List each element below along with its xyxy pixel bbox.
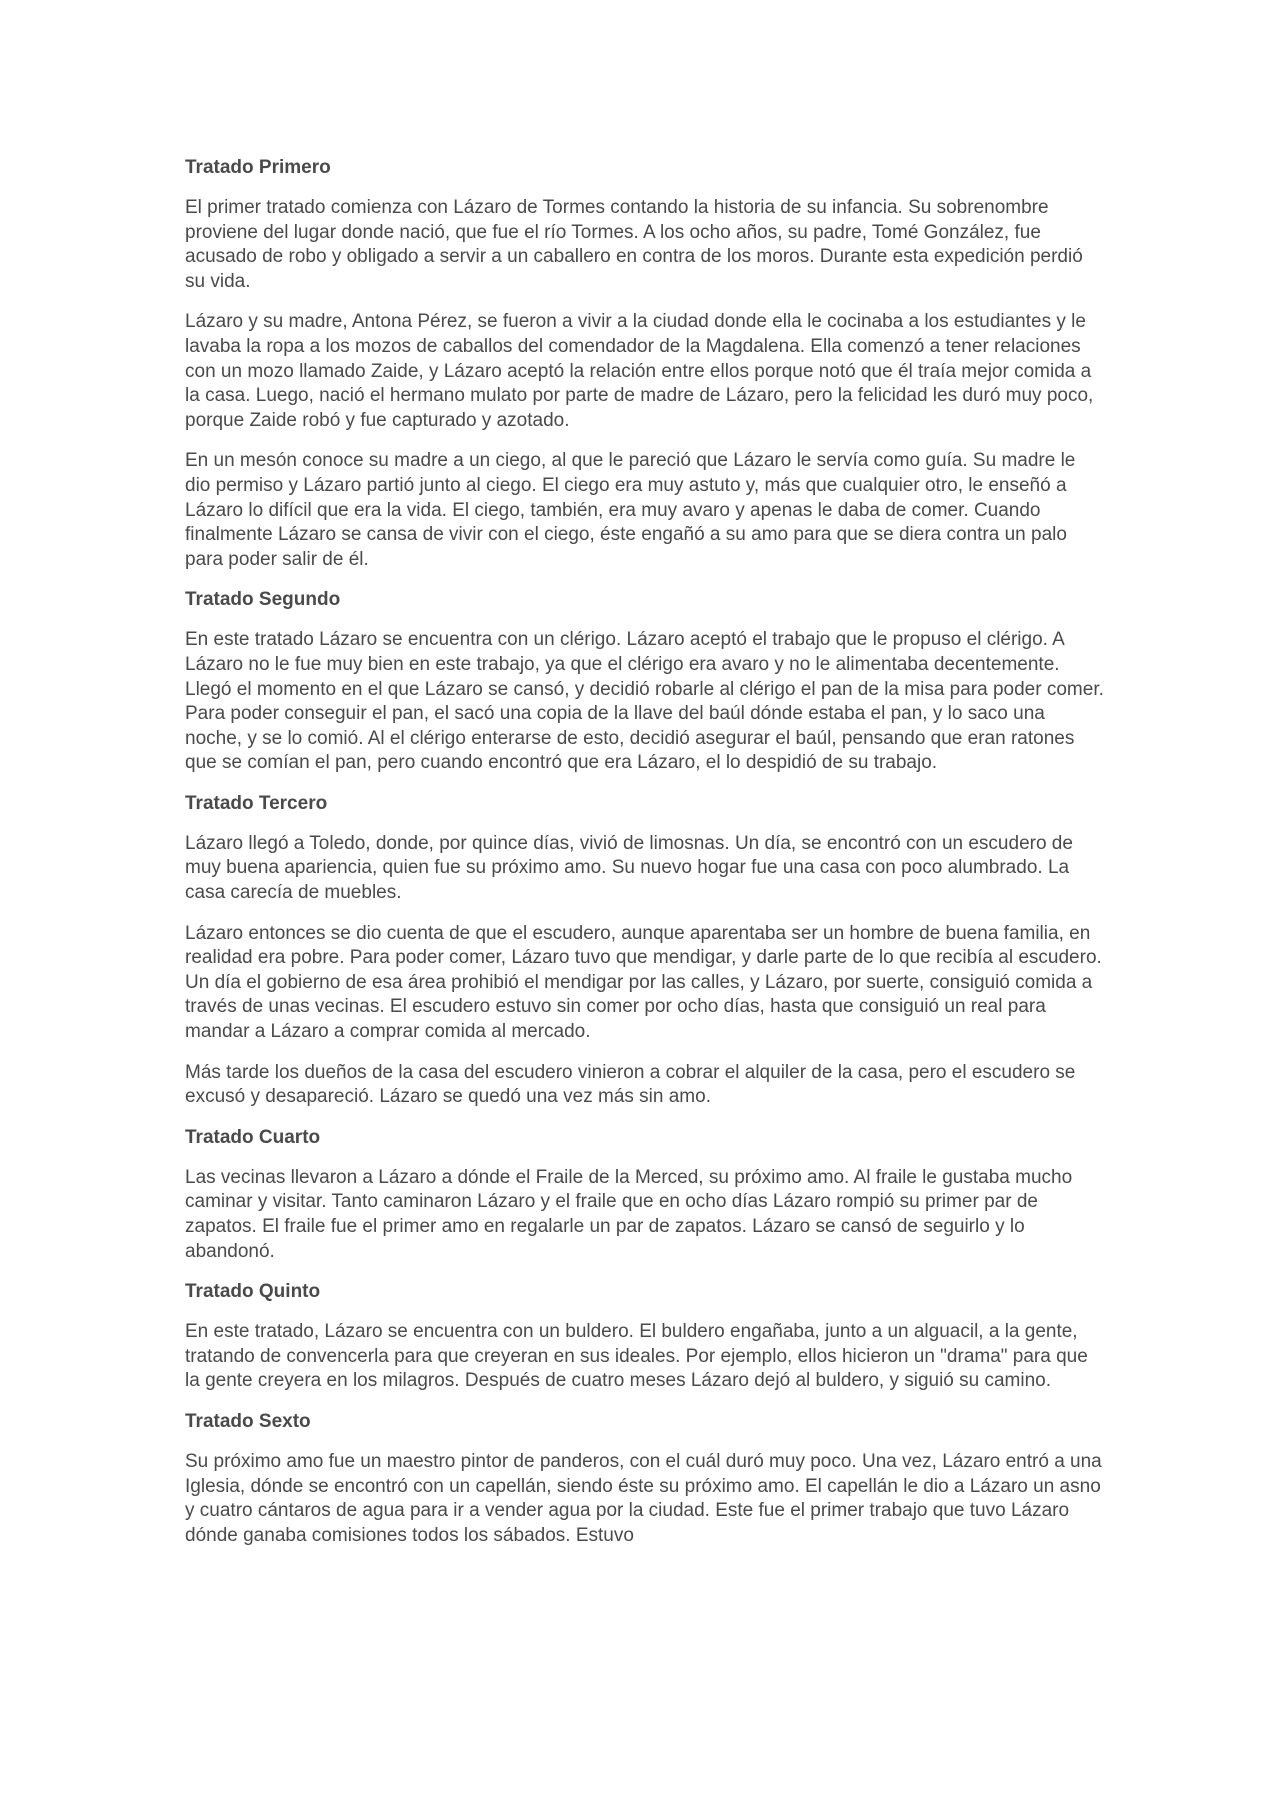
- paragraph: Lázaro llegó a Toledo, donde, por quince días, vivió de limosnas. Un día, se encontró con un escudero de muy buena apariencia, quien fue su próximo amo. Su nuevo hogar fue una casa con poco alumbrado. La casa carecía de muebles.: [185, 832, 1073, 904]
- paragraph: El primer tratado comienza con Lázaro de Tormes contando la historia de su infancia. Su sobrenombre proviene del lugar donde nació, que fue el río Tormes. A los ocho años, su padre, Tomé González, fue acusado de robo y obligado a servir a un caballero en contra de los moros. Durante esta expedición perdió su vida.: [185, 197, 1083, 292]
- paragraph: Su próximo amo fue un maestro pintor de panderos, con el cuál duró muy poco. Una vez, Lázaro entró a una Iglesia, dónde se encontró con un capellán, siendo éste su próximo amo. El capellán le dio a Lázaro un asno y cuatro cántaros de agua para ir a vender agua por la ciudad. Este fue el primer trabajo que tuvo Lázaro dónde ganaba comisiones todos los sábados. Estuvo: [185, 1450, 1102, 1546]
- section-tratado-segundo: [185, 588, 1105, 776]
- paragraph: Las vecinas llevaron a Lázaro a dónde el Fraile de la Merced, su próximo amo. Al fraile le gustaba mucho caminar y visitar. Tanto caminaron Lázaro y el fraile que en ocho días Lázaro rompió su primer par de zapatos. El fraile fue el primer amo en regalarle un par de zapatos. Lázaro se cansó de seguirlo y lo abandonó.: [185, 1166, 1073, 1262]
- section-title: Tratado Primero: [185, 157, 331, 178]
- paragraph: Más tarde los dueños de la casa del escudero vinieron a cobrar el alquiler de la casa, pero el escudero se excusó y desapareció. Lázaro se quedó una vez más sin amo.: [185, 1061, 1076, 1108]
- section-tratado-quinto: [185, 1280, 1105, 1394]
- section-tratado-primero: [185, 156, 1105, 572]
- section-tratado-tercero: [185, 792, 1105, 1110]
- section-title: Tratado Quinto: [185, 1281, 321, 1303]
- section-title: Tratado Segundo: [185, 589, 341, 611]
- paragraph: En un mesón conoce su madre a un ciego, al que le pareció que Lázaro le servía como guía. Su madre le dio permiso y Lázaro partió junto al ciego. El ciego era muy astuto y, más que cualquier otro, le enseñó a Lázaro lo difícil que era la vida. El ciego, también, era muy avaro y apenas le daba de comer. Cuando finalmente Lázaro se cansa de vivir con el ciego, éste engañó a su amo para que se diera contra un palo para poder salir de él.: [185, 450, 1076, 570]
- section-title: Tratado Cuarto: [185, 1126, 321, 1148]
- paragraph: En este tratado, Lázaro se encuentra con un buldero. El buldero engañaba, junto a un alguacil, a la gente, tratando de convencerla para que creyeran en sus ideales. Por ejemplo, ellos hicieron un "drama" para que la gente creyera en los milagros. Después de cuatro meses Lázaro dejó al buldero, y siguió su camino.: [185, 1321, 1088, 1392]
- paragraph: En este tratado Lázaro se encuentra con un clérigo. Lázaro aceptó el trabajo que le propuso el clérigo. A Lázaro no le fue muy bien en este trabajo, ya que el clérigo era avaro y no le alimentaba decentemente. Llegó el momento en el que Lázaro se cansó, y decidió robarle al clérigo el pan de la misa para poder comer. Para poder conseguir el pan, el sacó una copia de la llave del baúl dónde estaba el pan, y lo saco una noche, y se lo comió. Al el clérigo enterarse de esto, decidió asegurar el baúl, pensando que eran ratones que se comían el pan, pero cuando encontró que era Lázaro, el lo despidió de su trabajo.: [185, 629, 1104, 774]
- section-tratado-sexto: [185, 1410, 1105, 1548]
- section-title: Tratado Tercero: [185, 792, 328, 814]
- paragraph: Lázaro y su madre, Antona Pérez, se fueron a vivir a la ciudad donde ella le cocinaba a los estudiantes y le lavaba la ropa a los mozos de caballos del comendador de la Magdalena. Ella comenzó a tener relaciones con un mozo llamado Zaide, y Lázaro aceptó la relación entre ellos porque notó que él traía mejor comida a la casa. Luego, nació el hermano mulato por parte de madre de Lázaro, pero la felicidad les duró muy poco, porque Zaide robó y fue capturado y azotado.: [185, 311, 1094, 431]
- section-title: Tratado Sexto: [185, 1410, 311, 1432]
- section-tratado-cuarto: [185, 1126, 1105, 1264]
- paragraph: Lázaro entonces se dio cuenta de que el escudero, aunque aparentaba ser un hombre de buena familia, en realidad era pobre. Para poder comer, Lázaro tuvo que mendigar, y darle parte de lo que recibía al escudero. Un día el gobierno de esa área prohibió el mendigar por las calles, y Lázaro, por suerte, consiguió comida a través de unas vecinas. El escudero estuvo sin comer por ocho días, hasta que consiguió un real para mandar a Lázaro a comprar comida al mercado.: [185, 922, 1102, 1043]
- document-page: [185, 156, 1105, 1564]
